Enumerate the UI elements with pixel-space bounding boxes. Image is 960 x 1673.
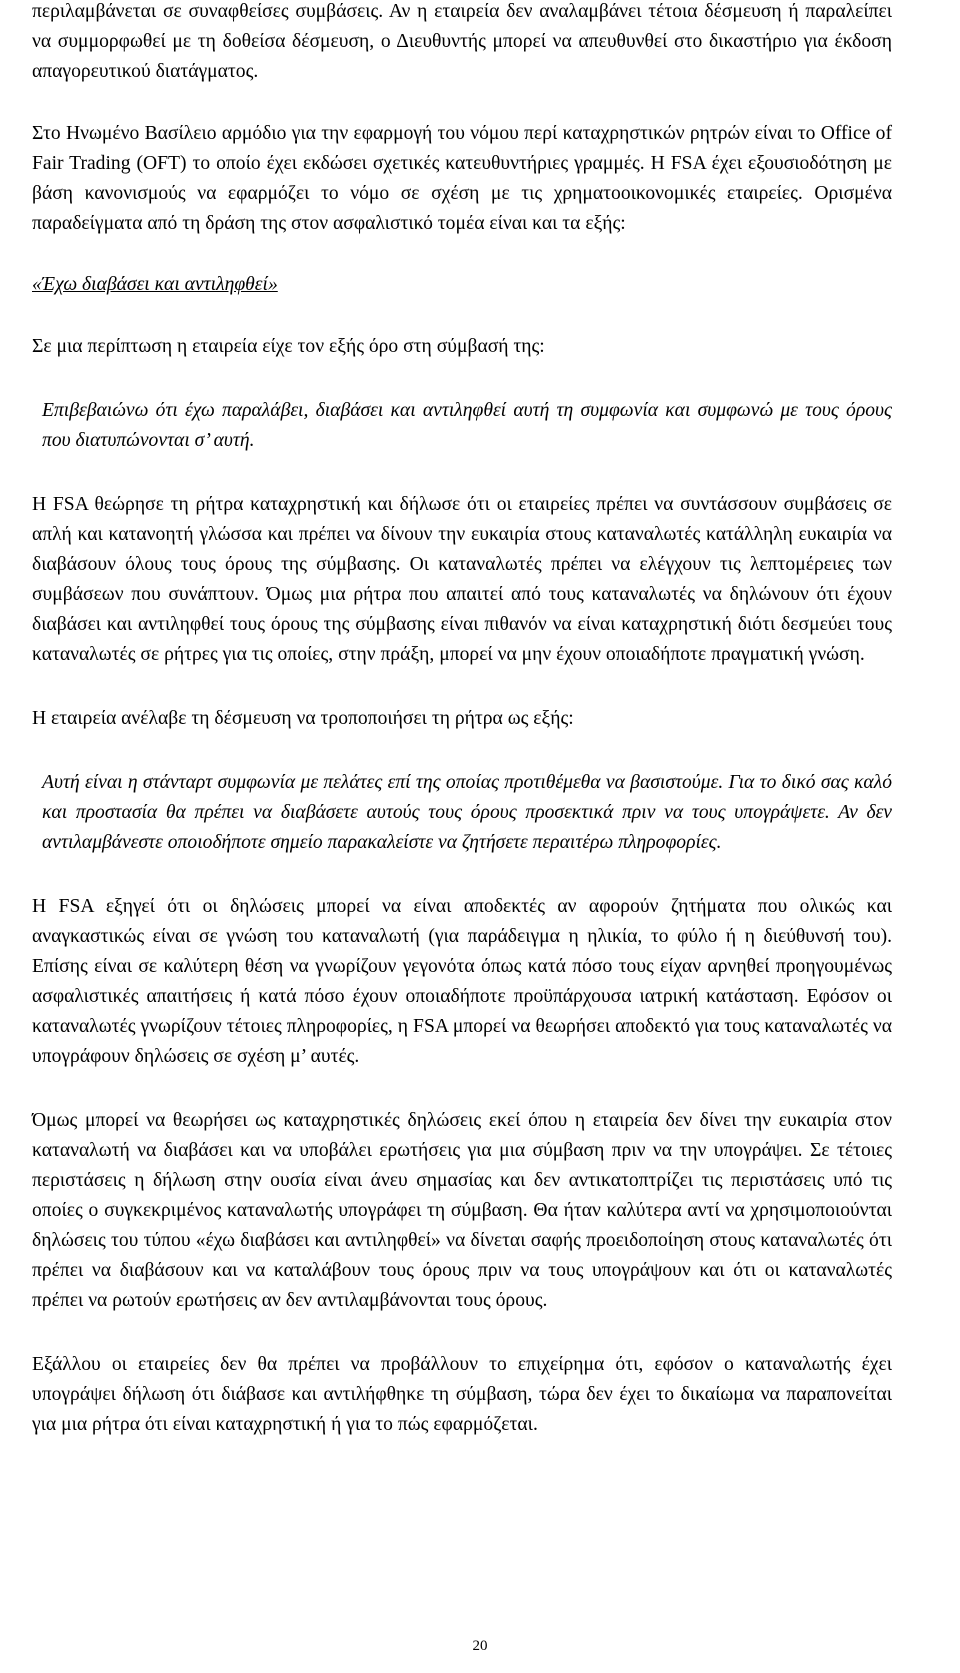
section-heading-read-and-understood: «Έχω διαβάσει και αντιληφθεί» [32,274,278,295]
paragraph-fsa-acceptable-declarations: Η FSA εξηγεί ότι οι δηλώσεις μπορεί να είναι αποδεκτές αν αφορούν ζητήματα που ολικώς και αναγκαστικώς είναι σε γνώση του καταναλωτή (για παράδειγμα η ηλικία, το φύλο ή η διεύθυνσή του). Επίσης είναι σε καλύτερη θέση να γνωρίζουν γεγονότα όπως κατά πόσο τους είχαν αρνηθεί προηγουμένως ασφαλιστικές απαιτήσεις ή κατά πόσο έχουν οποιαδήποτε προϋπάρχουσα ιατρική κατάσταση. Εφόσον οι καταναλωτές γνωρίζουν τέτοιες πληροφορίες, η FSA μπορεί να θεωρήσει αποδεκτό για τους καταναλωτές να υπογράφουν δηλώσεις σε σχέση μ’ αυτές. [32,896,892,1067]
paragraph-companies-argument: Εξάλλου οι εταιρείες δεν θα πρέπει να προβάλλουν το επιχείρημα ότι, εφόσον ο καταναλωτής έχει υπογράψει δήλωση ότι διάβασε και αντιλήφθηκε τη σύμβαση, τώρα δεν έχει το δικαίωμα να παραπονείται για μια ρήτρα ότι είναι καταχρηστική ή για το πώς εφαρμόζεται. [32,1354,892,1435]
quote-amended-clause: Αυτή είναι η στάνταρτ συμφωνία με πελάτες επί της οποίας προτιθέμεθα να βασιστούμε. Για το δικό σας καλό και προστασία θα πρέπει να διαβάσετε αυτούς τους όρους προσεκτικά πριν να τους υπογράψετε. Αν δεν αντιλαμβάνεστε οποιοδήποτε σημείο παρακαλείστε να ζητήσετε περαιτέρω πληροφορίες. [42,772,892,853]
paragraph-example-clause-intro: Σε μια περίπτωση η εταιρεία είχε τον εξής όρο στη σύμβασή της: [32,336,545,357]
page-number: 20 [472,1638,488,1654]
paragraph-unfair-declarations: Όμως μπορεί να θεωρήσει ως καταχρηστικές δηλώσεις εκεί όπου η εταιρεία δεν δίνει την ευκαιρία στον καταναλωτή να διαβάσει και να υποβάλει ερωτήσεις για μια σύμβαση πριν να την υπογράψει. Σε τέτοιες περιστάσεις η δήλωση στην ουσία είναι άνευ σημασίας και δεν αντικατοπτρίζει τις περιστάσεις υπό τις οποίες ο συγκεκριμένος καταναλωτής υπογράφει τη σύμβαση. Θα ήταν καλύτερα αντί να χρησιμοποιούνται δηλώσεις του τύπου «έχω διαβάσει και αντιληφθεί» να δίνεται σαφής προειδοποίηση στους καταναλωτές ότι πρέπει να διαβάσουν και να καταλάβουν τους όρους πριν να τους υπογράψουν και ότι οι καταναλωτές πρέπει να ρωτούν ερωτήσεις αν δεν αντιλαμβάνονται τους όρους. [32,1110,892,1311]
paragraph-injunction-continuation: περιλαμβάνεται σε συναφθείσες συμβάσεις. Αν η εταιρεία δεν αναλαμβάνει τέτοια δέσμευση ή παραλείπει να συμμορφωθεί με τη δοθείσα δέσμευση, ο Διευθυντής μπορεί να απευθυνθεί στο δικαστήριο για έκδοση απαγορευτικού διατάγματος. [32,1,892,82]
paragraph-uk-oft: Στο Ηνωμένο Βασίλειο αρμόδιο για την εφαρμογή του νόμου περί καταχρηστικών ρητρών είναι το Office of Fair Trading (OFT) το οποίο έχει εκδώσει σχετικές κατευθυντήριες γραμμές. Η FSA έχει εξουσιοδότηση με βάση κανονισμούς να εφαρμόζει το νόμο σε σχέση με τις χρηματοοικονομικές εταιρείες. Ορισμένα παραδείγματα από τη δράση της στον ασφαλιστικό τομέα είναι και τα εξής: [32,123,892,234]
paragraph-company-undertaking: Η εταιρεία ανέλαβε τη δέσμευση να τροποποιήσει τη ρήτρα ως εξής: [32,708,574,729]
quote-original-clause: Επιβεβαιώνω ότι έχω παραλάβει, διαβάσει και αντιληφθεί αυτή τη συμφωνία και συμφωνώ με τους όρους που διατυπώνονται σ’ αυτή. [42,400,892,451]
paragraph-fsa-unfair-ruling: Η FSA θεώρησε τη ρήτρα καταχρηστική και δήλωσε ότι οι εταιρείες πρέπει να συντάσσουν συμβάσεις σε απλή και κατανοητή γλώσσα και πρέπει να δίνουν την ευκαιρία στους καταναλωτές κατάλληλη ευκαιρία να διαβάσουν όλους τους όρους της σύμβασης. Οι καταναλωτές πρέπει να ελέγχουν τις λεπτομέρειες των συμβάσεων που συνάπτουν. Όμως μια ρήτρα που απαιτεί από τους καταναλωτές να δηλώνουν ότι έχουν διαβάσει και αντιληφθεί τους όρους της σύμβασης είναι πιθανόν να είναι καταχρηστική διότι δεσμεύει τους καταναλωτές σε ρήτρες για τις οποίες, στην πράξη, μπορεί να μην έχουν οποιαδήποτε πραγματική γνώση. [32,494,892,665]
